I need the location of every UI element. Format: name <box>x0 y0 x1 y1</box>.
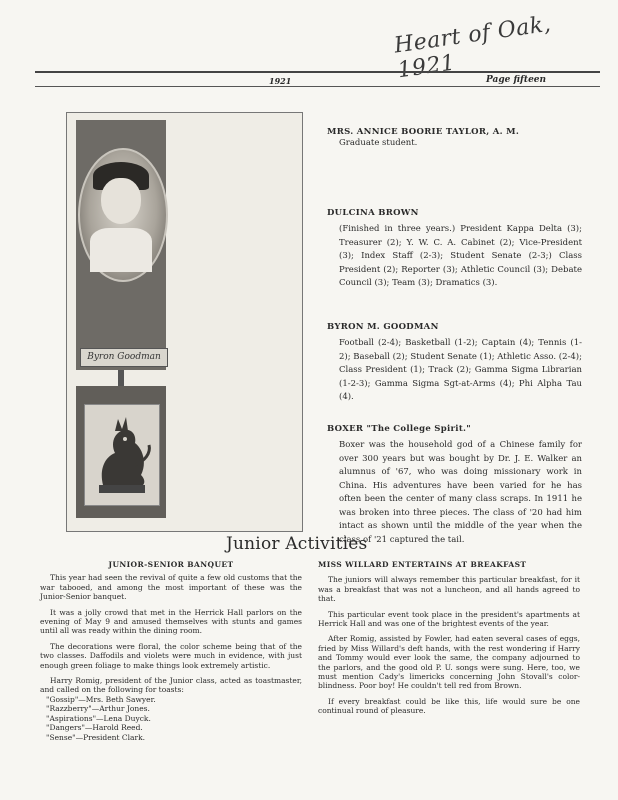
boxer-photo <box>84 404 160 506</box>
breakfast-heading: MISS WILLARD ENTERTAINS AT BREAKFAST <box>318 560 527 569</box>
header-rule-top <box>35 71 600 73</box>
header-page-number: Page fifteen <box>486 75 547 85</box>
entry-name: DULCINA BROWN <box>327 208 419 218</box>
toast-item: "Gossip"—Mrs. Beth Sawyer. <box>46 694 156 704</box>
header-year: 1921 <box>269 76 292 86</box>
photo-caption: Byron Goodman <box>80 348 168 367</box>
breakfast-paragraph: If every breakfast could be like this, life would sure be one continual round of pleasure. <box>318 696 580 716</box>
section-title: Junior Activities <box>226 534 368 554</box>
boxer-statue-icon <box>85 405 159 505</box>
banquet-paragraph: This year had seen the revival of quite a few old customs that the war tabooed, and among the most important of these was the Junior-Senior banquet. <box>40 573 302 602</box>
frame-connector <box>118 370 124 386</box>
entry-text: Graduate student. <box>339 138 418 148</box>
breakfast-paragraph: This particular event took place in the president's apartments at Herrick Hall and was one of the brightest events of the year. <box>318 609 580 629</box>
portrait-collar <box>90 228 152 272</box>
entry-name: BYRON M. GOODMAN <box>327 322 439 332</box>
entry-text: Boxer was the household god of a Chinese family for over 300 years but was bought by Dr. J. E. Walker an alumnus of '67, who was doing missionary work in China. His adventures have been varied for he has often been the center of many class scraps. In 1911 he was broken into three pieces. The class of '20 had him intact as shown until the middle of the year when the class of '21 captured the tail. <box>339 440 582 545</box>
entry-name: MRS. ANNICE BOORIE TAYLOR, A. M. <box>327 127 520 137</box>
toast-list <box>40 695 302 742</box>
toast-item: "Sense"—President Clark. <box>46 732 146 742</box>
toast-item: "Dangers"—Harold Reed. <box>46 723 143 733</box>
entry-brown <box>327 208 582 291</box>
handwritten-annotation: Heart of Oak, 1921 <box>392 11 553 84</box>
portrait-face <box>101 178 141 224</box>
header-rule-bottom <box>35 86 600 87</box>
entry-goodman <box>327 322 582 405</box>
toast-item: "Aspirations"—Lena Duyck. <box>46 713 151 723</box>
entry-taylor <box>327 127 582 151</box>
banquet-paragraph: Harry Romig, president of the Junior class, acted as toastmaster, and called on the following for toasts: <box>40 676 302 695</box>
toast-item: "Razzberry"—Arthur Jones. <box>46 704 150 714</box>
banquet-heading: JUNIOR-SENIOR BANQUET <box>108 560 234 569</box>
breakfast-paragraph: After Romig, assisted by Fowler, had eaten several cases of eggs, fried by Miss Willard's deft hands, with the rest wondering if Harry and Tommy would ever look the same, the company adjourned to the parlors, and the good old P. U. songs were sung. Here, too, we must mention Cady's limericks concerning John Stovall's color-blindness. Poor boy! He couldn't tell red from Brown. <box>318 634 580 691</box>
banquet-paragraph: The decorations were floral, the color scheme being that of the two classes. Daffodils and violets were much in evidence, with just enough green foliage to make things look extremely artistic. <box>40 641 302 670</box>
breakfast-article <box>318 560 580 722</box>
entry-boxer <box>327 424 582 547</box>
entry-text: (Finished in three years.) President Kappa Delta (3); Treasurer (2); Y. W. C. A. Cabinet (2); Vice-President (3); Index Staff (2-3); Student Senate (2-3;) Class President (2); Reporter (3); Athletic Council (3); Debate Council (3); Team (3); Dramatics (3). <box>339 224 582 288</box>
entry-name: BOXER "The College Spirit." <box>327 424 472 434</box>
breakfast-paragraph: The juniors will always remember this particular breakfast, for it was a breakfast that was not a luncheon, and all hands agreed to that. <box>318 575 580 604</box>
entry-text: Football (2-4); Basketball (1-2); Captain (4); Tennis (1-2); Baseball (2); Student Senate (1); Athletic Asso. (2-4); Class President (1); Track (2); Gamma Sigma Librarian (1-2-3); Gamma Sigma Sgt-at-Arms (4); Phi Alpha Tau (4). <box>339 338 582 402</box>
banquet-article <box>40 560 302 742</box>
banquet-paragraph: It was a jolly crowd that met in the Herrick Hall parlors on the evening of May 9 and amused themselves with stunts and games until all was ready within the dining room. <box>40 607 302 636</box>
